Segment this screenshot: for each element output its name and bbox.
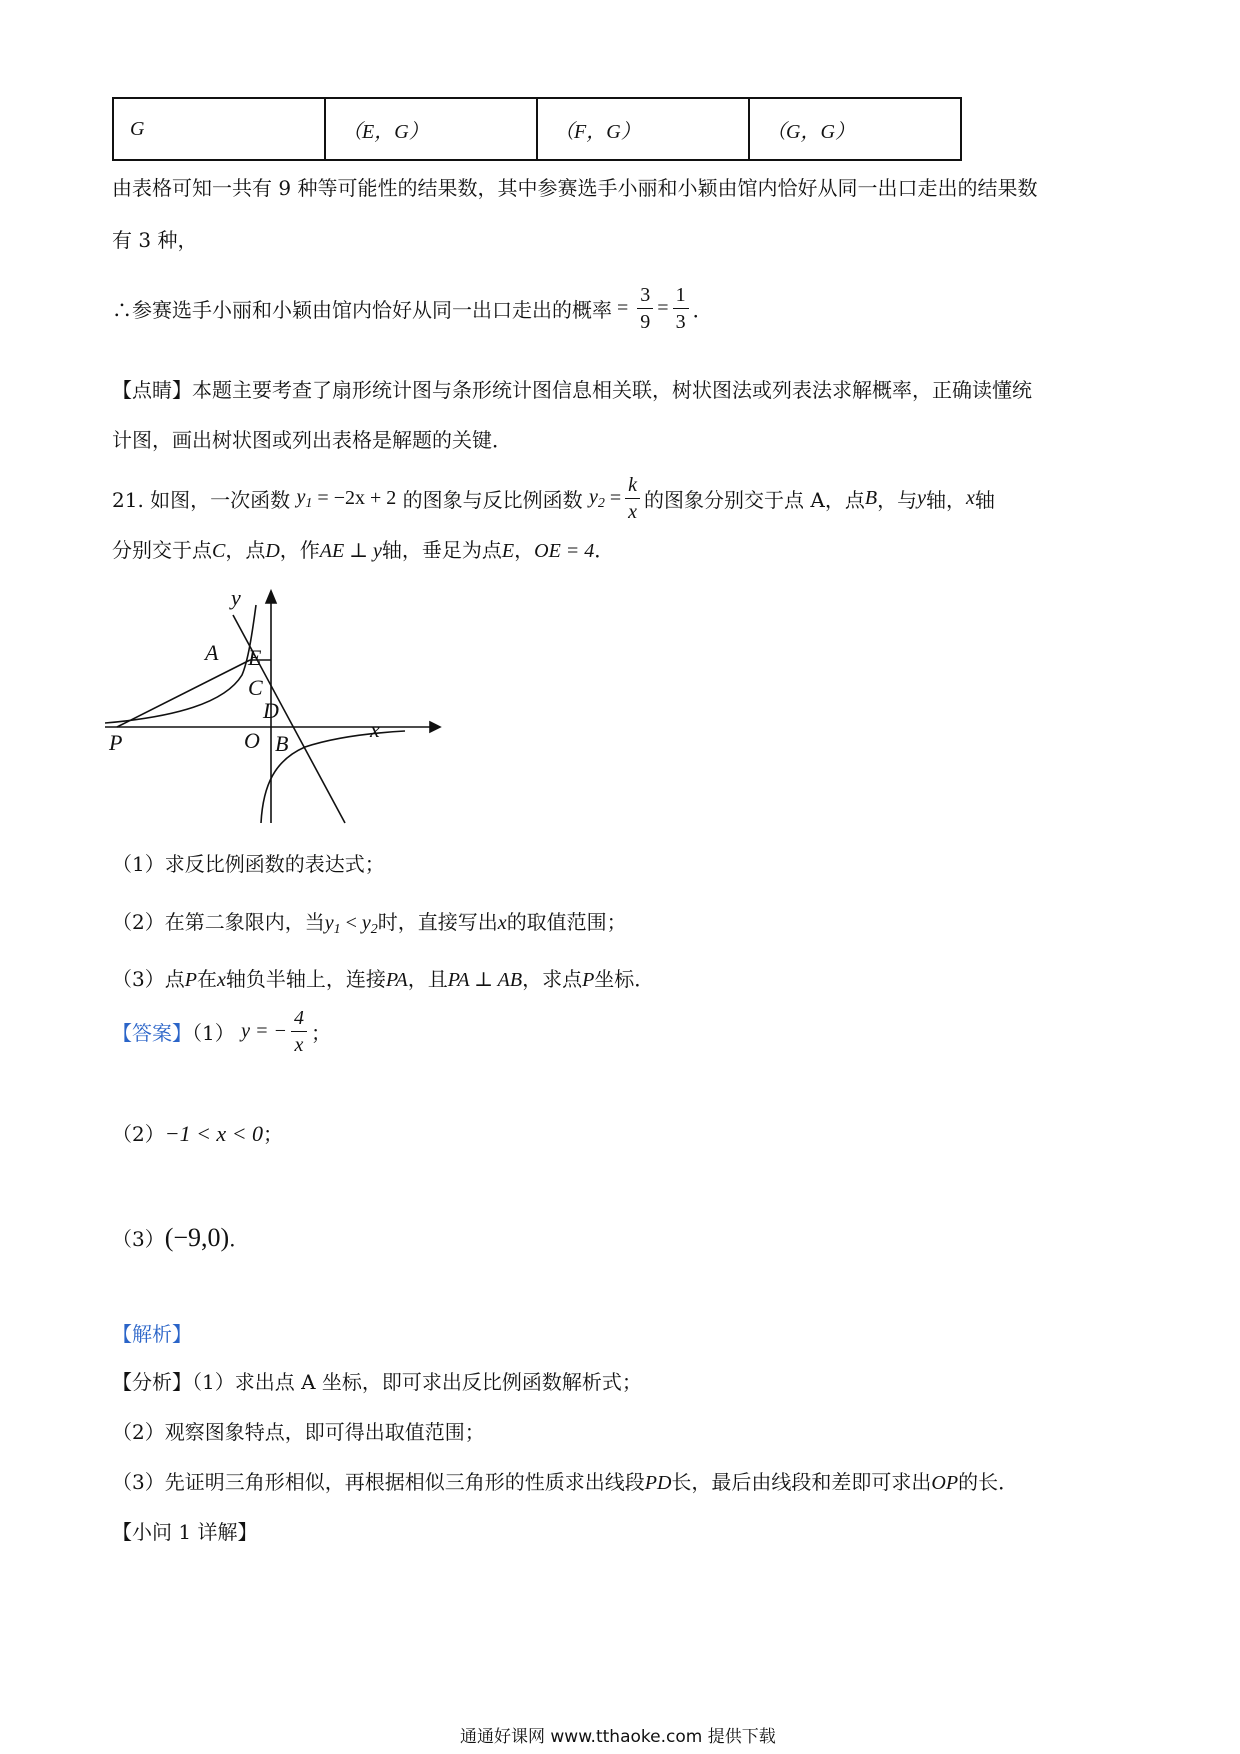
- label-d: D: [263, 698, 279, 723]
- label-p: P: [109, 730, 123, 755]
- fraction: $\frac{1}{3}$: [673, 282, 689, 335]
- sub-question-3: （3）点P在x轴负半轴上，连接PA，且PA ⊥ AB，求点P坐标．: [112, 967, 655, 991]
- table-cell: （E，G）: [325, 98, 537, 160]
- y-axis-arrow: [266, 591, 276, 603]
- detail-label: 【小问 1 详解】: [112, 1520, 258, 1544]
- page-footer: 通通好课网 www.tthaoke.com 提供下载: [460, 1727, 776, 1747]
- label-y: y: [231, 585, 241, 610]
- label-b: B: [275, 731, 289, 756]
- label-o: O: [244, 728, 260, 753]
- sub-question-1: （1）求反比例函数的表达式；: [112, 852, 385, 876]
- label-c: C: [248, 675, 263, 700]
- analysis-label: 【解析】: [112, 1322, 192, 1346]
- table-cell: G: [113, 98, 325, 160]
- label-x: x: [370, 717, 380, 742]
- table-cell: （F，G）: [537, 98, 749, 160]
- fraction: $\frac{3}{9}$: [637, 282, 653, 335]
- question-21-line-2: 分别交于点C，点D，作AE ⊥ y轴，垂足为点E，OE = 4．: [112, 538, 615, 562]
- answer-label: 【答案】: [112, 1021, 192, 1045]
- x-axis-arrow: [430, 722, 440, 732]
- conclusion-text: ∴参赛选手小丽和小颖由馆内恰好从同一出口走出的概率: [112, 298, 612, 322]
- label-a: A: [205, 640, 219, 665]
- hyperbola-branch-2: [105, 605, 256, 723]
- analysis-line: （3）先证明三角形相似，再根据相似三角形的性质求出线段PD长，最后由线段和差即可求出OP的长．: [112, 1470, 1019, 1494]
- paragraph-line: 由表格可知一共有 9 种等可能性的结果数，其中参赛选手小丽和小颖由馆内恰好从同一出口走出的结果数: [112, 176, 1038, 200]
- outcome-table: [112, 97, 962, 161]
- answer-3: （3）(−9,0)．: [112, 1223, 250, 1252]
- fraction-k-over-x: $\frac{k}{x}$: [625, 472, 640, 525]
- fraction-4-over-x: $\frac{4}{x}$: [291, 1005, 307, 1058]
- sub-question-2: （2）在第二象限内，当$y_1 < y_2$时，直接写出x的取值范围；: [112, 910, 627, 937]
- answer-1: 【答案】（1） y = − $\frac{4}{x}$ ；: [112, 1007, 331, 1056]
- comment-line: 计图，画出树状图或列出表格是解题的关键．: [112, 428, 512, 452]
- paragraph-line: 有 3 种，: [112, 228, 198, 252]
- probability-conclusion: ∴参赛选手小丽和小颖由馆内恰好从同一出口走出的概率 = $\frac{3}{9}$ = $\frac{1}{3}$ ．: [112, 284, 713, 333]
- table-cell: （G，G）: [749, 98, 961, 160]
- analysis-line: （2）观察图象特点，即可得出取值范围；: [112, 1420, 485, 1444]
- answer-2: （2）−1 < x < 0；: [112, 1121, 284, 1146]
- question-21-line-1: 21. 如图，一次函数 $y_1 = -2x + 2$ 的图象与反比例函数 $y_2$ = $\frac{k}{x}$ 的图象分别交于点 A，点B，与y轴，x轴: [112, 474, 995, 523]
- analysis-line: 【分析】（1）求出点 A 坐标，即可求出反比例函数解析式；: [112, 1370, 642, 1394]
- function-graph-figure: [105, 585, 445, 825]
- line-pa: [117, 660, 250, 727]
- comment-line: 【点睛】本题主要考查了扇形统计图与条形统计图信息相关联，树状图法或列表法求解概率，正确读懂统: [112, 378, 1032, 402]
- label-e: E: [248, 645, 262, 670]
- table-row: [113, 98, 961, 160]
